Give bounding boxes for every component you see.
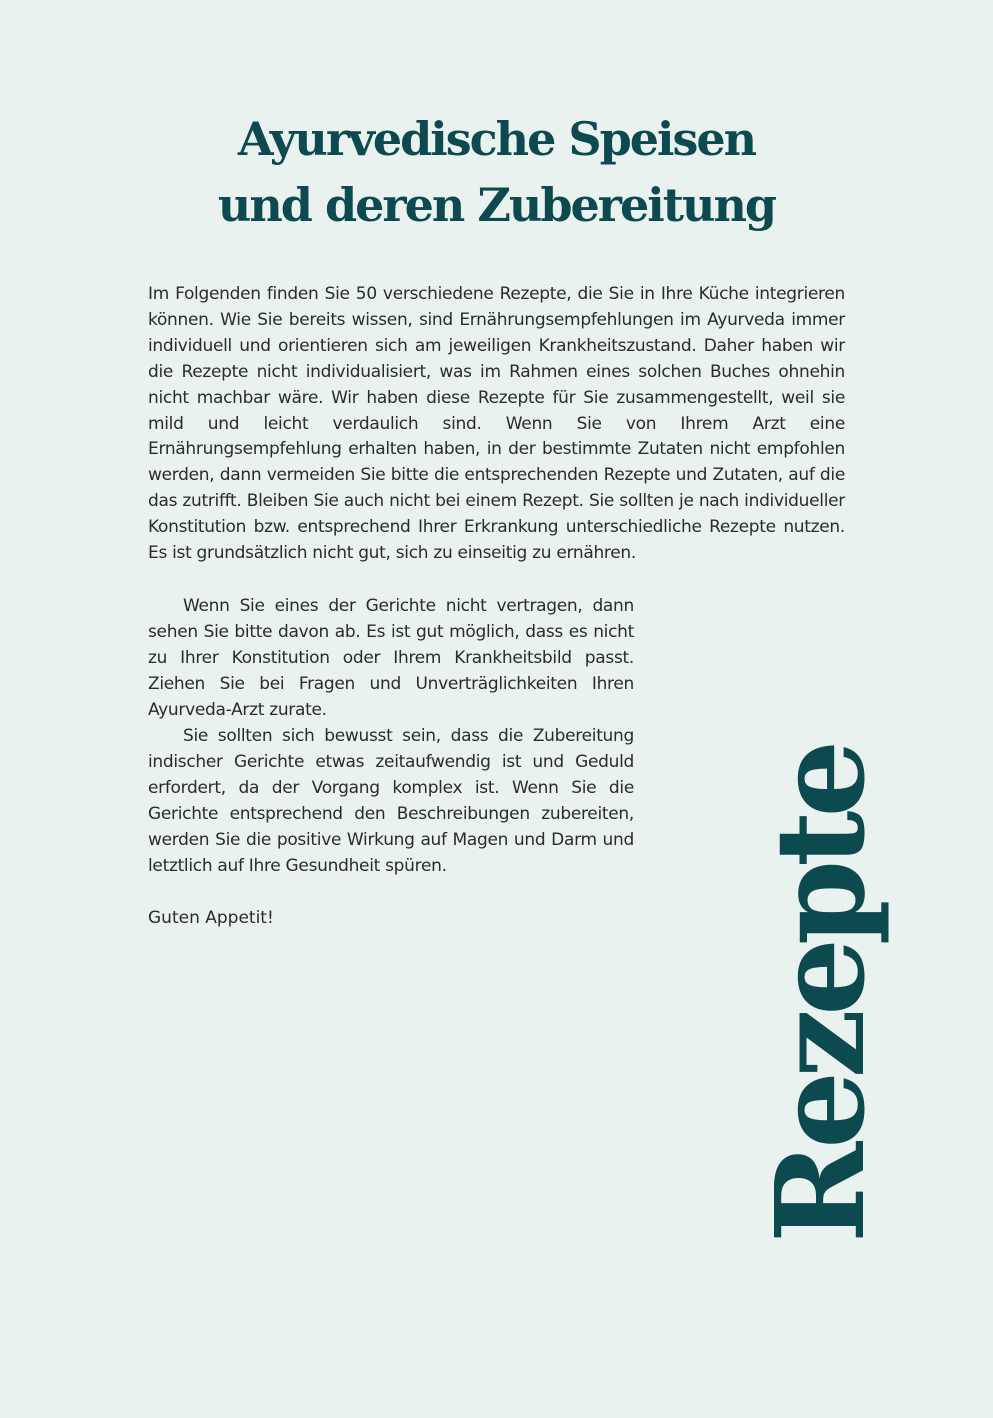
page-title-line-1: Ayurvedische Speisen [237,112,756,166]
tolerance-paragraph: Wenn Sie eines der Gerichte nicht vertragen, dann sehen Sie bitte davon ab. Es ist gut möglich, dass es nicht zu Ihrer Konstitution oder Ihrem Krankheitsbild passt. Ziehen Sie bei Fragen und Unverträglichkeiten Ihren Ayurveda-Arzt zurate. [148,596,634,720]
section-label: Rezepte [748,746,892,1244]
closing-line: Guten Appetit! [148,908,274,928]
intro-paragraph: Im Folgenden finden Sie 50 verschiedene Rezepte, die Sie in Ihre Küche integrieren können. Wie Sie bereits wissen, sind Ernährungsempfehlungen im Ayurveda immer individuell und orientieren sich am jeweiligen Krankheitszustand. Daher haben wir die Rezepte nicht individualisiert, was im Rahmen eines solchen Buches ohnehin nicht machbar wäre. Wir haben diese Rezepte für Sie zusammengestellt, weil sie mild und leicht verdaulich sind. Wenn Sie von Ihrem Arzt eine Ernährungsempfehlung erhalten haben, in der bestimmte Zutaten nicht empfohlen werden, dann vermeiden Sie bitte die entsprechenden Rezepte und Zutaten, auf die das zutrifft. Bleiben Sie auch nicht bei einem Rezept. Sie sollten je nach individueller Konstitution bzw. entsprechend Ihrer Erkrankung unterschiedliche Rezepte nutzen. Es ist grundsätzlich nicht gut, sich zu einseitig zu ernähren. [148,284,845,564]
page-title-line-2: und deren Zubereitung [217,178,776,232]
preparation-paragraph: Sie sollten sich bewusst sein, dass die Zubereitung indischer Gerichte etwas zeitaufwendig ist und Geduld erfordert, da der Vorgang komplex ist. Wenn Sie die Gerichte entsprechend den Beschreibungen zubereiten, werden Sie die positive Wirkung auf Magen und Darm und letztlich auf Ihre Gesundheit spüren. [148,726,634,876]
page-title [0,106,993,238]
